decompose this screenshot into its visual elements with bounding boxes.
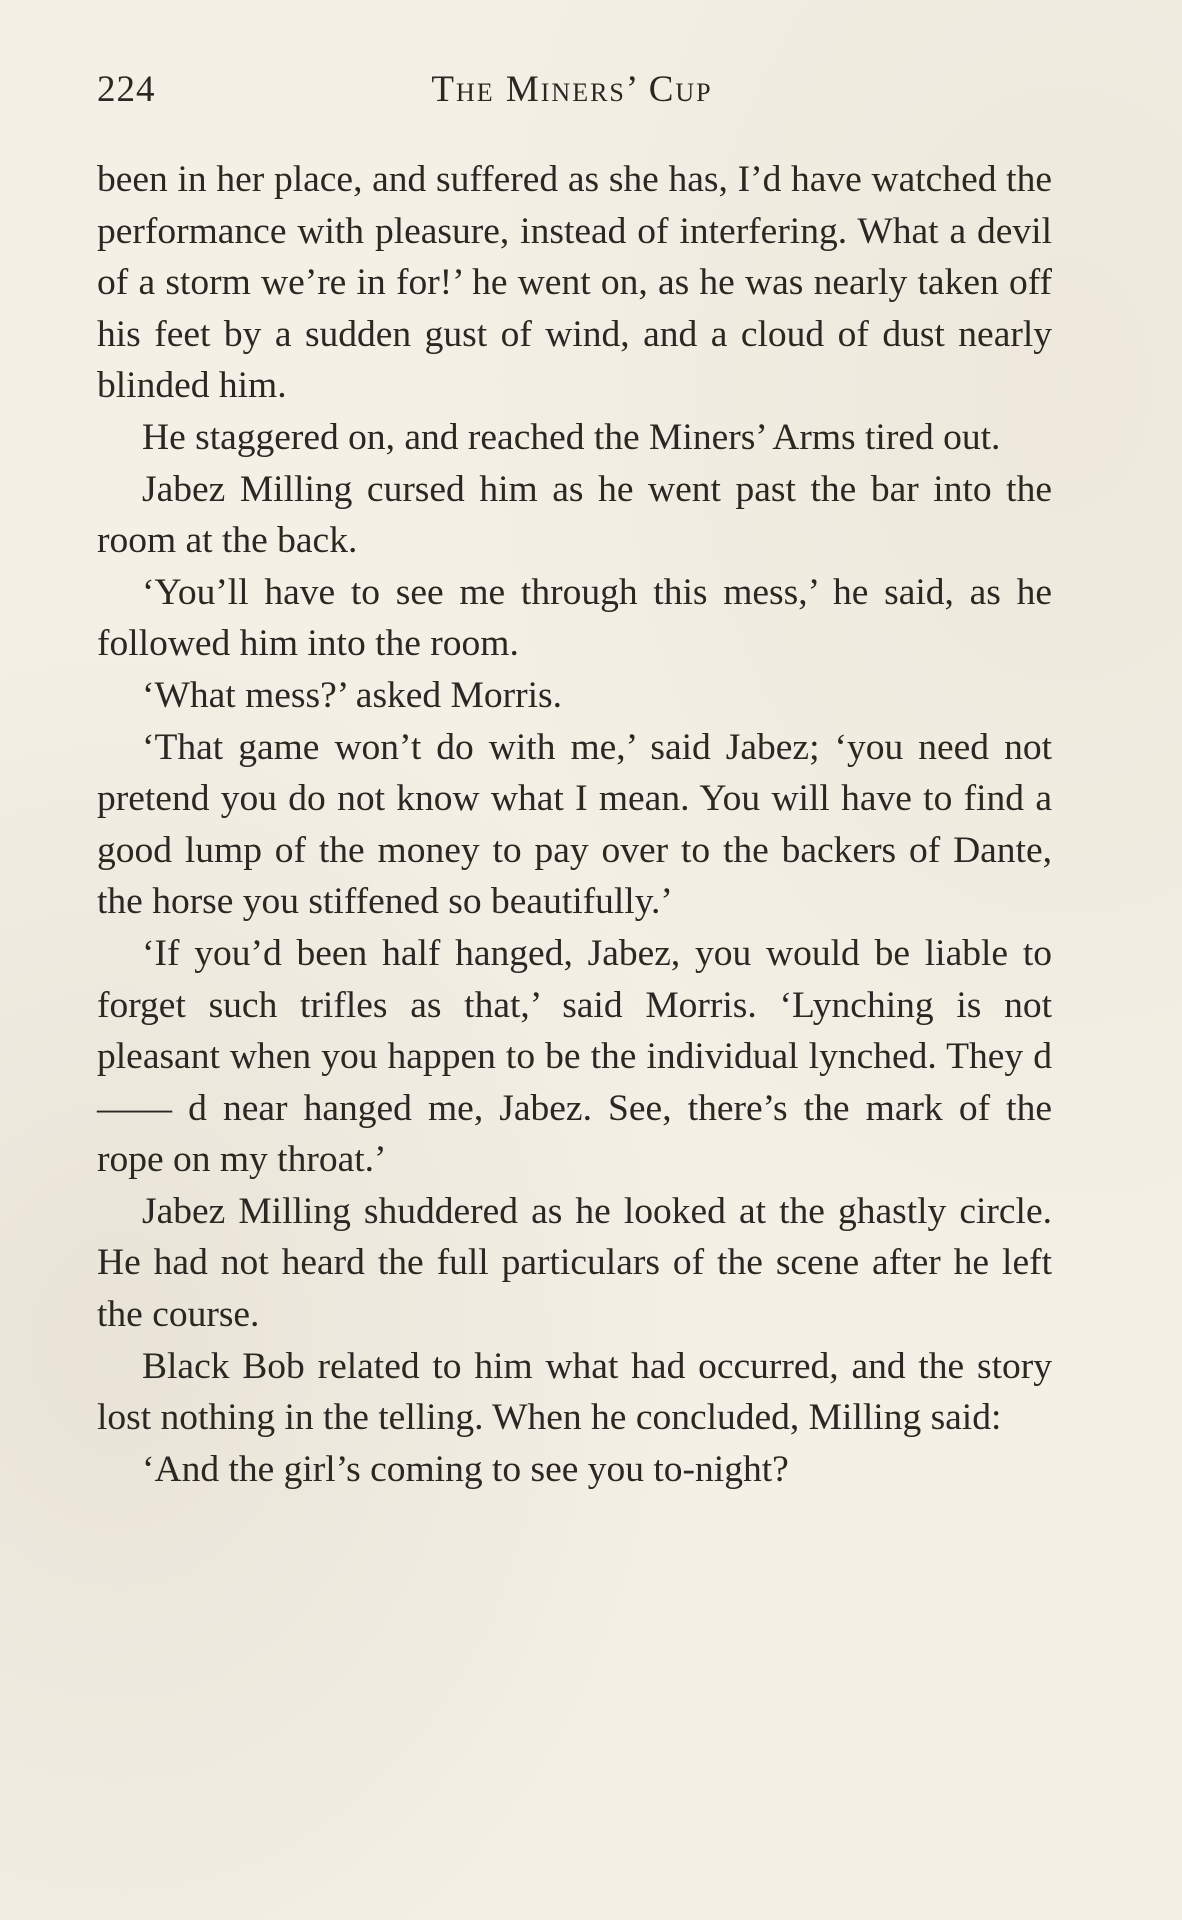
paragraph-continuation: been in her place, and suffered as she has, I’d have watched the performance with pleasure, instead of interfering. What a devil of a storm we’re in for!’ he went on, as he was nearly taken off his feet by a sudden gust of wind, and a cloud of dust nearly blinded him.	[97, 159, 1052, 407]
paragraph: ‘What mess?’ asked Morris.	[142, 674, 563, 716]
page-header	[97, 62, 1047, 122]
running-title: The Miners’ Cup	[431, 69, 713, 110]
page-number: 224	[97, 69, 156, 110]
paragraph: He staggered on, and reached the Miners’ Arms tired out.	[142, 416, 1001, 458]
paragraph: ‘That game won’t do with me,’ said Jabez; ‘you need not pretend you do not know what I mean. You will have to find a good lump of the money to pay over to the backers of Dante, the horse you stiffened so beautifully.’	[97, 726, 1052, 923]
body-text	[97, 154, 1052, 1495]
paragraph: Jabez Milling shuddered as he looked at the ghastly circle. He had not heard the full particulars of the scene after he left the course.	[97, 1190, 1052, 1336]
paragraph: Jabez Milling cursed him as he went past the bar into the room at the back.	[97, 468, 1052, 562]
paragraph: ‘If you’d been half hanged, Jabez, you would be liable to forget such trifles as that,’ said Morris. ‘Lynching is not pleasant when you happen to be the individual lynched. They d—— d near hanged me, Jabez. See, there’s the mark of the rope on my throat.’	[97, 932, 1052, 1181]
paragraph: ‘And the girl’s coming to see you to-night?	[142, 1448, 789, 1490]
paragraph: Black Bob related to him what had occurred, and the story lost nothing in the telling. When he concluded, Milling said:	[97, 1345, 1052, 1439]
paragraph: ‘You’ll have to see me through this mess,’ he said, as he followed him into the room.	[97, 571, 1052, 665]
